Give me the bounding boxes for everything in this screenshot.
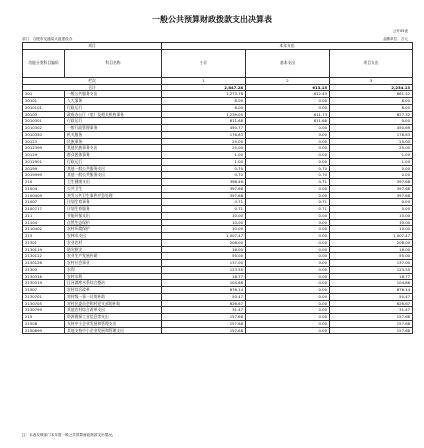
row-code: 20103 [23, 111, 65, 118]
row-project: 0.00 [330, 206, 413, 213]
row-project: 0.00 [330, 118, 413, 125]
table-row [23, 192, 413, 199]
row-basic: 0.00 [246, 260, 330, 267]
row-code: 2130701 [23, 293, 65, 300]
row-project: 626.67 [330, 300, 413, 307]
row-name: 其他支持中小企业发展和管理支出 [65, 327, 162, 334]
row-subtotal: 137.00 [162, 260, 246, 267]
department-label: 部门：合肥市交通局大道建设办 [22, 37, 73, 41]
row-subtotal: 104.88 [162, 280, 246, 287]
row-code: 20199 [23, 165, 65, 172]
index-3: 3 [330, 77, 413, 84]
row-basic: 0.00 [246, 327, 330, 334]
row-name: 突发公共卫生事件应急处理 [65, 192, 162, 199]
row-project: 31.47 [330, 307, 413, 314]
row-code: 21301 [23, 239, 65, 246]
row-project: 8.00 [330, 104, 413, 111]
row-subtotal: 157.68 [162, 320, 246, 327]
row-code: 2130316 [23, 273, 65, 280]
expenditure-table [22, 42, 413, 334]
row-subtotal: 25.00 [162, 145, 246, 152]
header-row-1 [23, 43, 413, 50]
row-basic: 0.00 [246, 192, 330, 199]
row-subtotal: 1.00 [162, 152, 246, 159]
table-row [23, 172, 413, 179]
row-subtotal: 450.77 [162, 125, 246, 132]
report-title: 一般公共预算财政拨款支出决算表 [152, 15, 272, 24]
row-basic: 0.00 [246, 266, 330, 273]
row-project: 208.00 [330, 239, 413, 246]
row-code: 2010350 [23, 131, 65, 138]
row-subtotal: 398.46 [162, 179, 246, 186]
table-row [23, 273, 413, 280]
row-subtotal: 208.00 [162, 239, 246, 246]
row-subtotal: 10.00 [162, 219, 246, 226]
table-row [23, 307, 413, 314]
table-row [23, 138, 413, 145]
row-name: 农村综合改革 [65, 287, 162, 294]
table-row [23, 179, 413, 186]
total-subtotal: 2,847.28 [162, 84, 246, 91]
row-code: 2100717 [23, 206, 65, 213]
row-code: 2010302 [23, 125, 65, 132]
row-basic: 0.00 [246, 98, 330, 105]
row-name: 行政运行 [65, 104, 162, 111]
row-name: 机关服务 [65, 131, 162, 138]
row-subtotal: 1,239.05 [162, 111, 246, 118]
row-code: 2130799 [23, 307, 65, 314]
header-row-2 [23, 49, 413, 77]
table-row [23, 293, 413, 300]
row-subtotal: 0.71 [162, 206, 246, 213]
row-code: 2010101 [23, 104, 65, 111]
row-project: 0.00 [330, 199, 413, 206]
row-code: 2130319 [23, 280, 65, 287]
row-name: 人大事务 [65, 98, 162, 105]
row-name: 民族事务 [65, 138, 162, 145]
row-subtotal: 397.68 [162, 185, 246, 192]
row-basic: 0.71 [246, 206, 330, 213]
row-code: 201 [23, 91, 65, 98]
row-subtotal: 55.00 [162, 253, 246, 260]
row-project: 397.68 [330, 192, 413, 199]
table-row [23, 219, 413, 226]
row-code: 20123 [23, 138, 65, 145]
row-code: 2019999 [23, 172, 65, 179]
row-subtotal: 0.70 [162, 172, 246, 179]
table-row [23, 280, 413, 287]
row-code: 2012901 [23, 158, 65, 165]
row-basic: 0.00 [246, 104, 330, 111]
row-code: 21007 [23, 199, 65, 206]
row-code: 2130122 [23, 253, 65, 260]
row-code: 213 [23, 233, 65, 240]
form-number: 公开05表 [392, 29, 408, 33]
row-name: 江河湖库水系综合整治 [65, 280, 162, 287]
code-column-header: 功能分类科目编码 [23, 49, 65, 77]
row-name: 资源勘探工业信息等支出 [65, 314, 162, 321]
table-row [23, 98, 413, 105]
row-basic: 0.00 [246, 158, 330, 165]
table-row [23, 253, 413, 260]
table-row [23, 206, 413, 213]
row-project: 50.47 [330, 293, 413, 300]
row-project: 123.55 [330, 266, 413, 273]
row-project: 450.69 [330, 125, 413, 132]
row-subtotal: 25.00 [162, 138, 246, 145]
row-name: 政府办公厅（室）及相关机构事务 [65, 111, 162, 118]
table-row [23, 91, 413, 98]
project-column-header: 项目支出 [330, 49, 413, 77]
row-name: 其他民族事务支出 [65, 145, 162, 152]
project-header: 项目 [23, 43, 162, 50]
row-basic: 0.00 [246, 253, 330, 260]
row-subtotal: 626.67 [162, 300, 246, 307]
table-row [23, 266, 413, 273]
row-code: 2130705 [23, 300, 65, 307]
row-name: 卫生健康支出 [65, 179, 162, 186]
row-project: 157.68 [330, 314, 413, 321]
row-basic: 0.00 [246, 131, 330, 138]
row-subtotal: 18.77 [162, 273, 246, 280]
table-row [23, 226, 413, 233]
row-subtotal: 123.55 [162, 266, 246, 273]
row-project: 55.00 [330, 253, 413, 260]
row-basic: 0.00 [246, 293, 330, 300]
total-basic: 613.15 [246, 84, 330, 91]
index-row [23, 77, 413, 84]
row-code: 210 [23, 179, 65, 186]
row-name: 计划生育服务 [65, 206, 162, 213]
row-name: 行政运行 [65, 158, 162, 165]
row-name: 其他农村综合改革支出 [65, 307, 162, 314]
row-subtotal: 8.00 [162, 98, 246, 105]
table-row [23, 125, 413, 132]
row-code: 21307 [23, 287, 65, 294]
row-code: 20101 [23, 98, 65, 105]
row-basic: 0.00 [246, 233, 330, 240]
row-project: 18.77 [330, 273, 413, 280]
row-basic: 0.00 [246, 239, 330, 246]
row-basic: 0.00 [246, 320, 330, 327]
basic-column-header: 基本支出 [246, 49, 330, 77]
row-code: 20129 [23, 152, 65, 159]
row-code: 215 [23, 314, 65, 321]
row-name: 公共卫生 [65, 185, 162, 192]
row-basic: 0.00 [246, 307, 330, 314]
row-project: 157.68 [330, 327, 413, 334]
row-name: 群众团体事务 [65, 152, 162, 159]
row-subtotal: 10.00 [162, 212, 246, 219]
row-project: 137.00 [330, 260, 413, 267]
name-column-header: 科目名称 [65, 49, 162, 77]
row-project: 104.88 [330, 280, 413, 287]
table-row [23, 118, 413, 125]
row-basic: 0.00 [246, 152, 330, 159]
table-row [23, 145, 413, 152]
table-row [23, 327, 413, 334]
row-code: 21303 [23, 266, 65, 273]
row-name: 对村民委员会和村党支部的补助 [65, 300, 162, 307]
row-basic: 0.71 [246, 199, 330, 206]
row-name: 农业农村 [65, 239, 162, 246]
row-subtotal: 0.70 [162, 165, 246, 172]
row-subtotal: 10.00 [162, 226, 246, 233]
row-project: 1,007.47 [330, 233, 413, 240]
row-name: 其他一般公共服务支出 [65, 165, 162, 172]
row-subtotal: 8.00 [162, 104, 246, 111]
row-subtotal: 176.63 [162, 131, 246, 138]
row-code: 2100409 [23, 192, 65, 199]
row-code: 2130126 [23, 260, 65, 267]
row-project: 157.68 [330, 320, 413, 327]
row-code: 2012399 [23, 145, 65, 152]
row-subtotal: 31.47 [162, 307, 246, 314]
row-basic: 0.00 [246, 226, 330, 233]
row-project: 627.32 [330, 111, 413, 118]
row-project: 16.00 [330, 246, 413, 253]
row-project: 10.00 [330, 226, 413, 233]
row-name: 支持中小企业发展和管理支出 [65, 320, 162, 327]
row-name: 节能环保支出 [65, 212, 162, 219]
row-name: 其他一般公共服务支出 [65, 172, 162, 179]
table-row [23, 239, 413, 246]
row-basic: 0.00 [246, 287, 330, 294]
row-basic: 0.00 [246, 314, 330, 321]
row-basic: 0.00 [246, 145, 330, 152]
row-project: 10.00 [330, 212, 413, 219]
footnote: 注：本表反映部门本年度一般公共预算财政拨款支出情况。 [22, 433, 116, 437]
row-name: 一般公共服务支出 [65, 91, 162, 98]
table-row [23, 185, 413, 192]
table-row [23, 212, 413, 219]
table-row [23, 131, 413, 138]
row-code: 2110402 [23, 226, 65, 233]
row-code: 2130119 [23, 246, 65, 253]
row-subtotal: 50.47 [162, 293, 246, 300]
index-label: 栏次 [23, 77, 162, 84]
index-1: 1 [162, 77, 246, 84]
row-subtotal: 1,273.78 [162, 91, 246, 98]
row-subtotal: 676.14 [162, 287, 246, 294]
row-basic: 0.00 [246, 273, 330, 280]
table-row [23, 233, 413, 240]
row-subtotal: 1,007.47 [162, 233, 246, 240]
row-name: 农村水利 [65, 273, 162, 280]
row-name: 农村环境保护 [65, 226, 162, 233]
row-project: 0.00 [330, 172, 413, 179]
total-project: 2,234.13 [330, 84, 413, 91]
row-subtotal: 397.68 [162, 192, 246, 199]
row-basic: 0.00 [246, 125, 330, 132]
table-row [23, 158, 413, 165]
row-basic: 0.70 [246, 172, 330, 179]
table-row [23, 104, 413, 111]
row-name: 一般行政管理事务 [65, 125, 162, 132]
row-code: 2010301 [23, 118, 65, 125]
row-code: 21104 [23, 219, 65, 226]
total-row [23, 84, 413, 91]
table-row [23, 246, 413, 253]
row-subtotal: 157.68 [162, 327, 246, 334]
row-basic: 0.70 [246, 165, 330, 172]
table-row [23, 300, 413, 307]
table-row [23, 320, 413, 327]
row-basic: 611.68 [246, 118, 330, 125]
row-project: 10.00 [330, 219, 413, 226]
row-project: 176.63 [330, 131, 413, 138]
row-code: 21004 [23, 185, 65, 192]
row-project: 397.68 [330, 179, 413, 186]
row-basic: 0.00 [246, 280, 330, 287]
row-name: 农业生产发展补助 [65, 253, 162, 260]
row-subtotal: 0.71 [162, 199, 246, 206]
row-name: 计划生育事务 [65, 199, 162, 206]
row-basic: 0.00 [246, 138, 330, 145]
row-basic: 0.00 [246, 212, 330, 219]
row-project: 676.14 [330, 287, 413, 294]
row-basic: 0.71 [246, 179, 330, 186]
row-project: 8.00 [330, 98, 413, 105]
row-project: 1.00 [330, 152, 413, 159]
amount-unit-label: 金额单位：万元 [382, 37, 408, 41]
row-subtotal: 16.00 [162, 246, 246, 253]
table-row [23, 152, 413, 159]
table-row [23, 111, 413, 118]
row-name: 自然生态保护 [65, 219, 162, 226]
table-row [23, 314, 413, 321]
table-row [23, 287, 413, 294]
row-code: 2150899 [23, 327, 65, 334]
row-name: 行政运行 [65, 118, 162, 125]
row-project: 25.00 [330, 145, 413, 152]
row-name: 农村社会事业 [65, 260, 162, 267]
current-year-header: 本年支出 [162, 43, 413, 50]
row-subtotal: 157.68 [162, 314, 246, 321]
table-row [23, 260, 413, 267]
row-project: 25.00 [330, 138, 413, 145]
table-row [23, 165, 413, 172]
row-name: 防灾救灾 [65, 246, 162, 253]
row-basic: 612.43 [246, 91, 330, 98]
row-basic: 0.00 [246, 185, 330, 192]
row-project: 397.68 [330, 185, 413, 192]
row-project: 1.00 [330, 158, 413, 165]
total-label: 合计 [23, 84, 162, 91]
row-basic: 0.00 [246, 246, 330, 253]
row-name: 对村级一事一议的补助 [65, 293, 162, 300]
row-subtotal: 1.00 [162, 158, 246, 165]
row-code: 21508 [23, 320, 65, 327]
row-code: 211 [23, 212, 65, 219]
row-basic: 611.73 [246, 111, 330, 118]
row-name: 水利 [65, 266, 162, 273]
row-basic: 0.00 [246, 219, 330, 226]
row-basic: 0.00 [246, 300, 330, 307]
index-2: 2 [246, 77, 330, 84]
row-project: 0.00 [330, 165, 413, 172]
subtotal-column-header: 小计 [162, 49, 246, 77]
row-name: 农林水支出 [65, 233, 162, 240]
row-subtotal: 611.68 [162, 118, 246, 125]
row-project: 661.52 [330, 91, 413, 98]
table-row [23, 199, 413, 206]
